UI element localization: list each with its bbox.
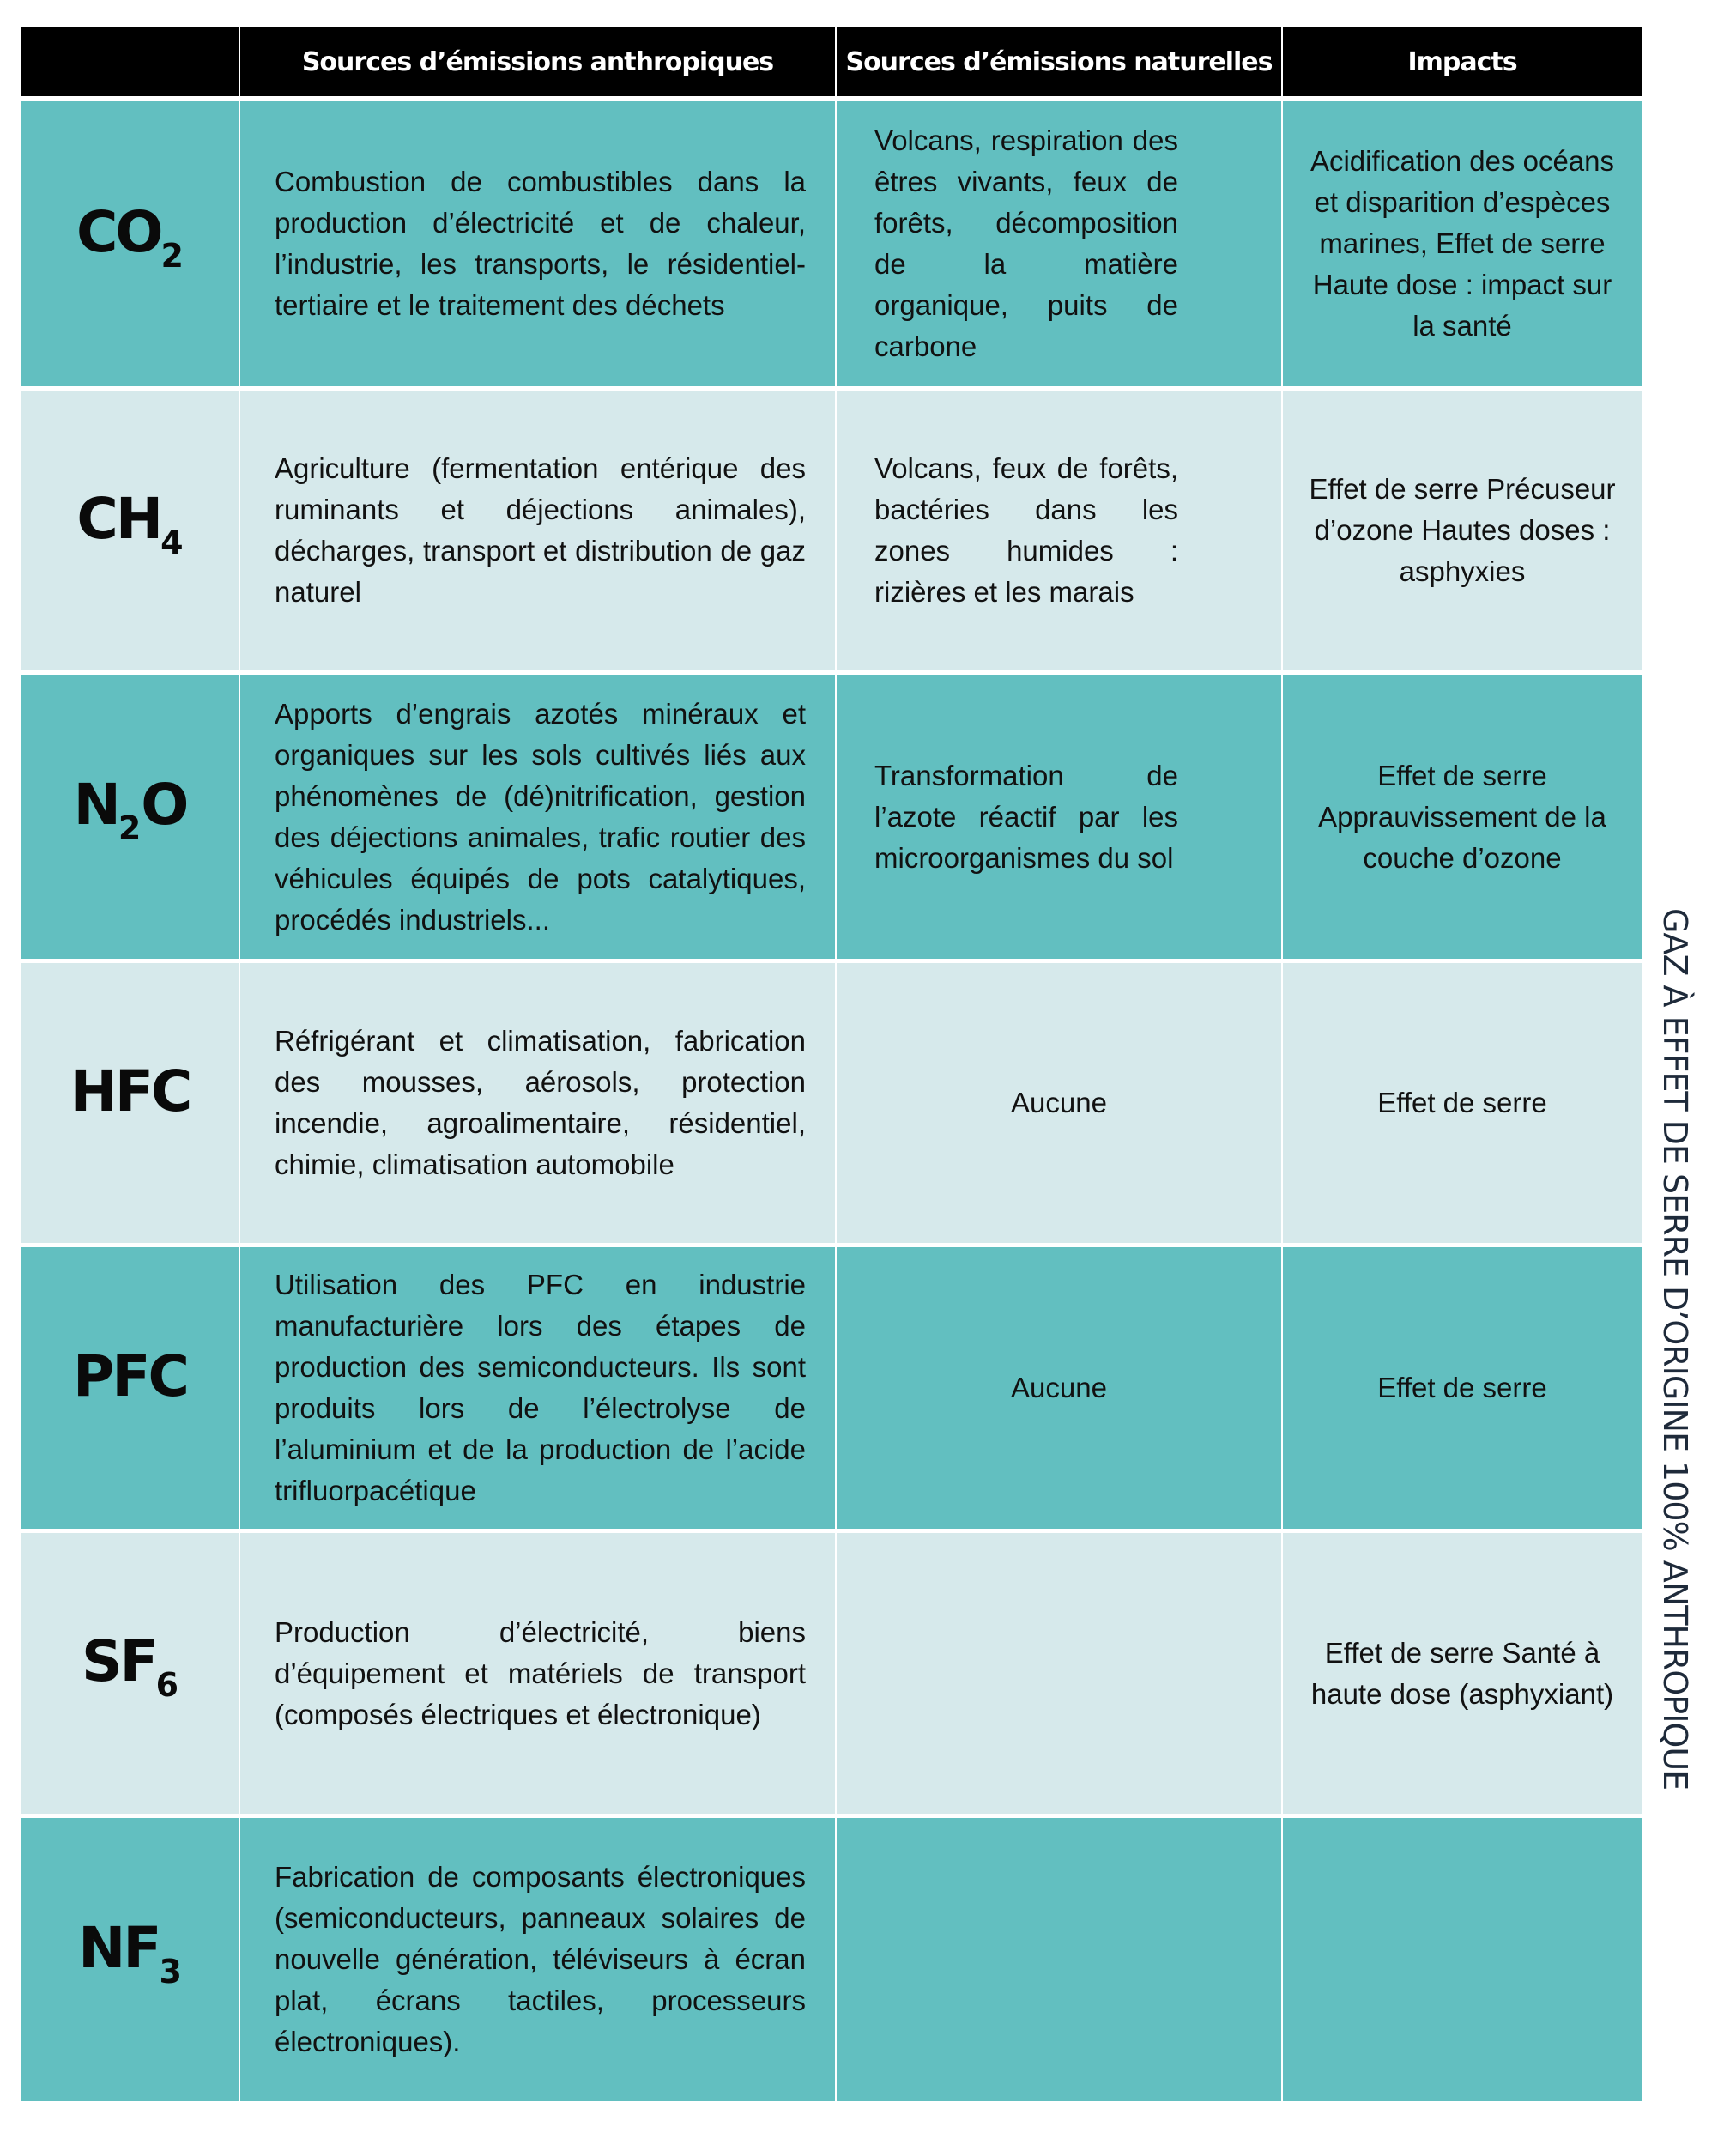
gas-name-pfc xyxy=(21,1247,239,1529)
impacts-sf6 xyxy=(1283,1533,1642,1814)
gas-name-co2 xyxy=(21,101,239,386)
gas-formula: CH xyxy=(76,485,161,552)
header-impacts: Impacts xyxy=(1283,27,1642,96)
natural-sources-pfc xyxy=(837,1247,1281,1529)
cell-text: Effet de serre Précuseur d’ozone Hautes doses : asphyxies xyxy=(1309,473,1616,587)
impacts-co2 xyxy=(1283,101,1642,386)
greenhouse-gas-table xyxy=(21,27,1642,2106)
cell-text: Effet de serre Santé à haute dose (asphyxiant) xyxy=(1310,1636,1614,1710)
gas-subscript: 4 xyxy=(160,523,184,561)
impacts-n2o xyxy=(1283,675,1642,959)
gas-name-n2o xyxy=(21,675,239,959)
gas-formula: CO xyxy=(76,198,161,265)
cell-text: Réfrigérant et climatisation, fabrication des mousses, aérosols, protection incendie, agroalimentaire, résidentiel, chimie, climatisation automobile xyxy=(275,1025,806,1180)
gas-formula: N xyxy=(73,772,118,838)
gas-formula: NF xyxy=(78,1914,160,1981)
cell-text: Volcans, respiration des êtres vivants, feux de forêts, décomposition de la matière organique, puits de carbone xyxy=(874,124,1178,362)
cell-text: Fabrication de composants électroniques (semiconducteurs, panneaux solaires de nouvelle génération, téléviseurs à écran plat, écrans tactiles, processeurs électroniques). xyxy=(275,1861,806,2057)
cell-text: Acidification des océans et disparition d’espèces marines, Effet de serre Haute dose : impact sur la santé xyxy=(1310,145,1615,342)
anthropic-sources-nf3 xyxy=(240,1818,835,2101)
natural-sources-hfc xyxy=(837,963,1281,1243)
cell-text: Combustion de combustibles dans la production d’électricité et de chaleur, l’industrie, les transports, le résidentiel-tertiaire et le traitement des déchets xyxy=(275,166,806,321)
gas-subscript: 3 xyxy=(159,1952,182,1991)
gas-suffix: O xyxy=(141,772,187,838)
anthropic-sources-n2o xyxy=(240,675,835,959)
header-gas xyxy=(21,27,239,96)
anthropic-sources-ch4 xyxy=(240,391,835,670)
side-label-anthropic-gases: GAZ À EFFET DE SERRE D’ORIGINE 100% ANTHROPIQUE xyxy=(1656,908,1694,1791)
cell-text: Aucune xyxy=(1011,1087,1107,1118)
cell-text: Utilisation des PFC en industrie manufacturière lors des étapes de production des semiconducteurs. Ils sont produits lors de l’électrolyse de l’aluminium et de la production de l’acide trifluorpacétique xyxy=(275,1269,806,1506)
impacts-pfc xyxy=(1283,1247,1642,1529)
impacts-hfc xyxy=(1283,963,1642,1243)
natural-sources-ch4 xyxy=(837,391,1281,670)
cell-text: Agriculture (fermentation entérique des ruminants et déjections animales), décharges, transport et distribution de gaz naturel xyxy=(275,452,806,608)
impacts-ch4 xyxy=(1283,391,1642,670)
gas-name-hfc xyxy=(21,963,239,1243)
gas-name-nf3 xyxy=(21,1818,239,2101)
anthropic-sources-hfc xyxy=(240,963,835,1243)
gas-formula: HFC xyxy=(70,1057,191,1124)
gas-name-sf6 xyxy=(21,1533,239,1814)
header-natural-sources: Sources d’émissions naturelles xyxy=(837,27,1281,96)
natural-sources-sf6 xyxy=(837,1533,1281,1814)
anthropic-sources-pfc xyxy=(240,1247,835,1529)
gas-formula: PFC xyxy=(73,1342,187,1409)
cell-text: Effet de serre xyxy=(1377,1087,1547,1118)
gas-formula: SF xyxy=(81,1628,156,1694)
header-anthropic-sources: Sources d’émissions anthropiques xyxy=(240,27,835,96)
anthropic-sources-co2 xyxy=(240,101,835,386)
gas-subscript: 2 xyxy=(118,809,142,847)
cell-text: Volcans, feux de forêts, bactéries dans les zones humides : rizières et les marais xyxy=(874,452,1178,608)
cell-text: Aucune xyxy=(1011,1372,1107,1403)
cell-text: Production d’électricité, biens d’équipement et matériels de transport (composés électriques et électronique) xyxy=(275,1615,806,1730)
natural-sources-n2o xyxy=(837,675,1281,959)
natural-sources-co2 xyxy=(837,101,1281,386)
impacts-nf3 xyxy=(1283,1818,1642,2101)
gas-name-ch4 xyxy=(21,391,239,670)
cell-text: Effet de serre xyxy=(1377,1372,1547,1403)
cell-text: Transformation de l’azote réactif par les microorganismes du sol xyxy=(874,759,1178,874)
gas-subscript: 2 xyxy=(160,236,184,275)
cell-text: Apports d’engrais azotés minéraux et organiques sur les sols cultivés liés aux phénomènes de (dé)nitrification, gestion des déjections animales, trafic routier des véhicules équipés de pots catalytiques, procédés industriels... xyxy=(275,697,806,936)
gas-subscript: 6 xyxy=(155,1666,179,1704)
natural-sources-nf3 xyxy=(837,1818,1281,2101)
anthropic-sources-sf6 xyxy=(240,1533,835,1814)
cell-text: Effet de serre Apprauvissement de la couche d’ozone xyxy=(1318,759,1606,874)
